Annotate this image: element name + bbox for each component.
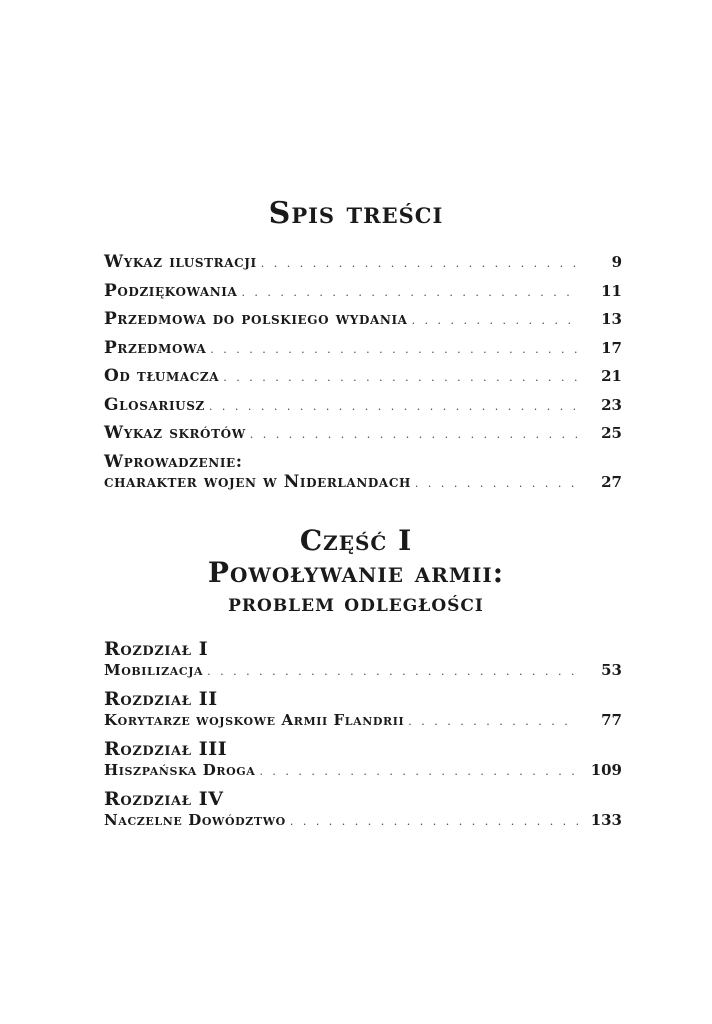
dot-leader: [412, 314, 578, 327]
part-title-line1: Powoływanie armii:: [207, 556, 505, 589]
toc-entry-acknowledgements[interactable]: [104, 281, 622, 310]
part-title-line2: problem odległości: [228, 588, 484, 617]
dot-leader: [259, 765, 578, 778]
toc-entry-page: 25: [601, 424, 622, 442]
toc-entry-page: 9: [611, 253, 622, 271]
dot-leader: [250, 428, 578, 441]
toc-entry-translator-note[interactable]: [104, 366, 622, 395]
toc-entry-introduction[interactable]: [104, 452, 622, 496]
chapter-entry-1[interactable]: [104, 637, 622, 687]
toc-entry-glossary[interactable]: [104, 395, 622, 424]
toc-entry-page: 13: [601, 310, 622, 328]
toc-entry-label: Wykaz ilustracji: [104, 252, 257, 272]
chapter-row: [104, 761, 622, 787]
toc-entry-abbreviations[interactable]: [104, 423, 622, 452]
toc-entry-subtitle: charakter wojen w Niderlandach: [104, 471, 411, 492]
chapter-entry-3[interactable]: [104, 737, 622, 787]
toc-entry-preface[interactable]: [104, 338, 622, 367]
chapter-page: 133: [590, 811, 622, 829]
toc-entry-page: 21: [601, 367, 622, 385]
part-number: Część I: [299, 524, 413, 557]
toc-entry-page: 11: [601, 281, 622, 300]
dot-leader: [223, 371, 578, 384]
chapter-list: [104, 637, 622, 837]
chapter-row: [104, 811, 622, 837]
toc-entry-list-of-illustrations[interactable]: [104, 252, 622, 281]
toc-entry-subtitle-row: [104, 472, 622, 496]
dot-leader: [209, 400, 578, 413]
dot-leader: [241, 286, 578, 299]
toc-entry-label: Wykaz skrótów: [104, 423, 246, 443]
chapter-title: Mobilizacja: [104, 661, 204, 679]
dot-leader: [261, 257, 578, 270]
chapter-entry-2[interactable]: [104, 687, 622, 737]
dot-leader: [210, 343, 578, 356]
chapter-row: [104, 711, 622, 737]
toc-entry-page: 23: [601, 395, 622, 414]
chapter-title: Naczelne Dowództwo: [104, 811, 286, 829]
toc-front-matter: [104, 252, 622, 496]
toc-entry-label: Przedmowa do polskiego wydania: [104, 309, 408, 329]
chapter-page: 77: [601, 711, 622, 729]
toc-entry-label: Podziękowania: [104, 280, 238, 301]
dot-leader: [408, 715, 578, 728]
toc-entry-page: 17: [601, 338, 622, 357]
toc-entry-label: Od tłumacza: [104, 366, 220, 386]
chapter-heading: Rozdział III: [104, 738, 228, 760]
chapter-heading: Rozdział II: [104, 688, 218, 710]
toc-title: Spis treści: [268, 196, 444, 231]
toc-entry-polish-edition-preface[interactable]: [104, 309, 622, 338]
dot-leader: [415, 477, 578, 490]
chapter-heading: Rozdział IV: [104, 788, 224, 810]
chapter-title: Korytarze wojskowe Armii Flandrii: [104, 711, 405, 729]
dot-leader: [290, 815, 578, 828]
chapter-entry-4[interactable]: [104, 787, 622, 837]
toc-entry-label: Glosariusz: [104, 394, 205, 415]
toc-entry-page: 27: [601, 472, 622, 491]
toc-entry-label: Przedmowa: [104, 337, 207, 358]
chapter-page: 53: [601, 661, 622, 679]
chapter-title: Hiszpańska Droga: [104, 761, 256, 779]
chapter-heading: Rozdział I: [104, 638, 209, 660]
part-heading: [0, 524, 712, 618]
chapter-row: [104, 661, 622, 687]
toc-entry-label: Wprowadzenie:: [104, 451, 243, 472]
dot-leader: [207, 665, 578, 678]
chapter-page: 109: [590, 761, 622, 779]
